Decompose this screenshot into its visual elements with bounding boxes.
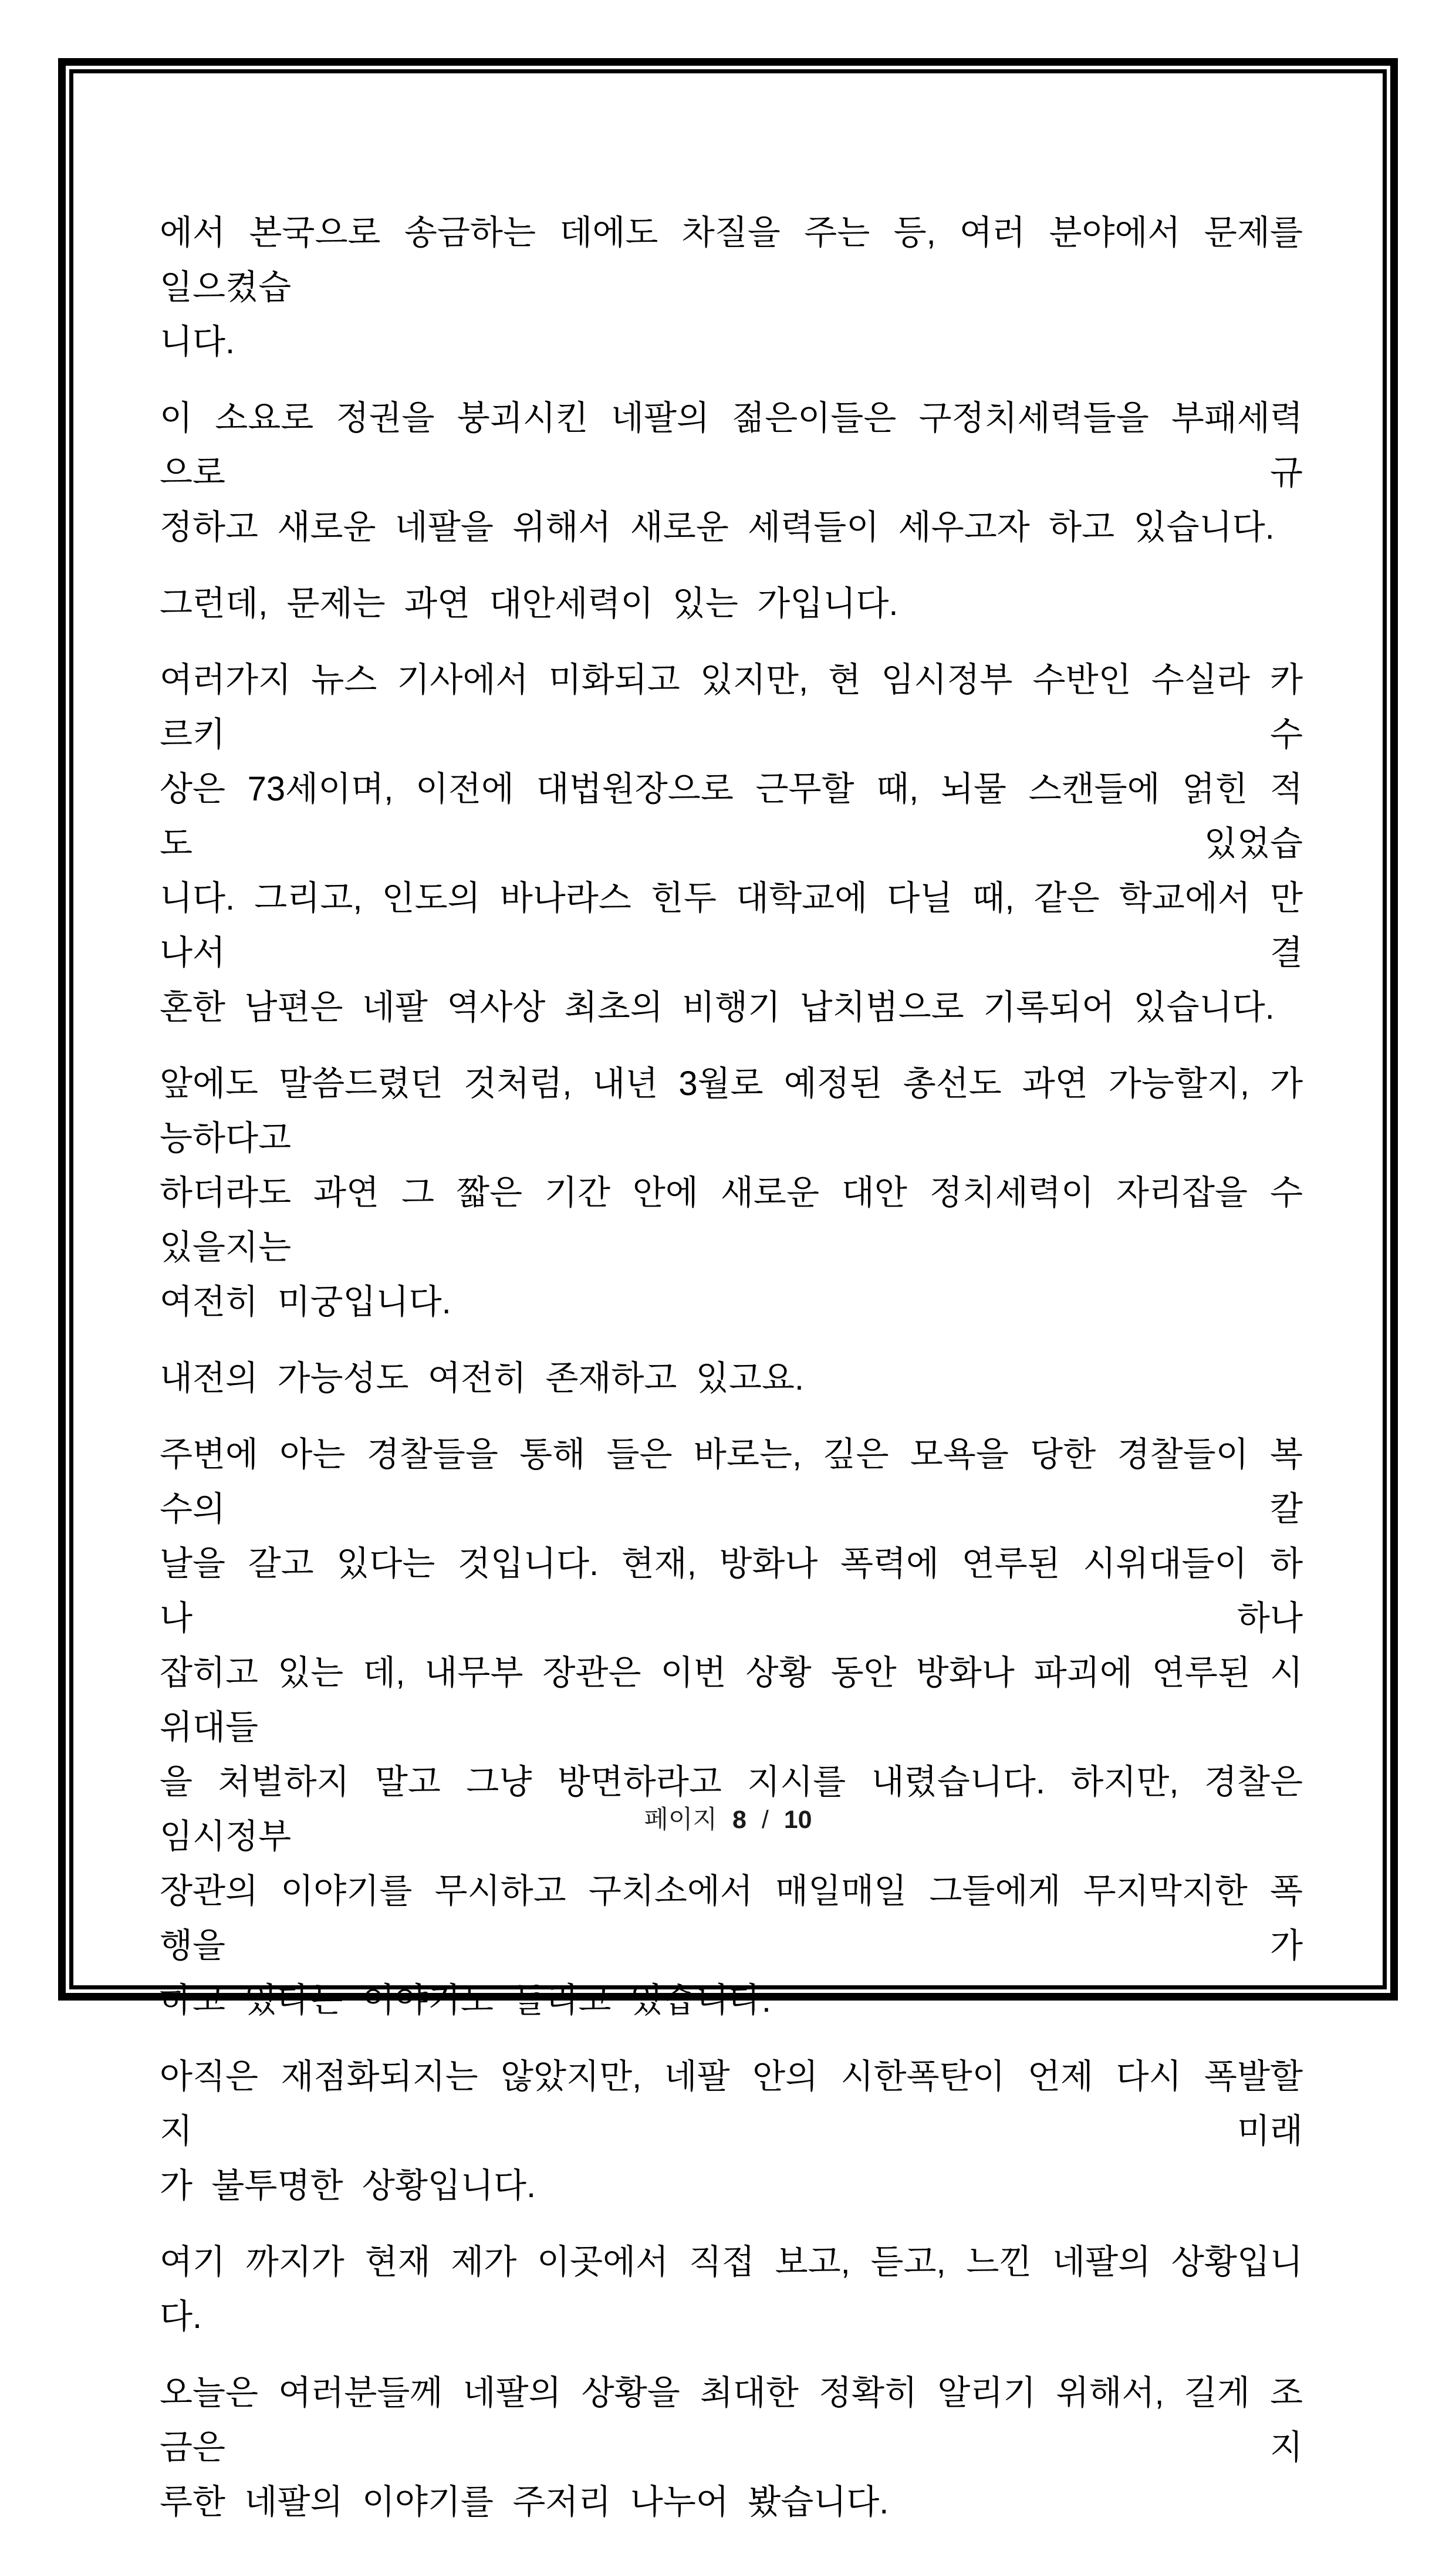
- paragraph: [160, 391, 1303, 555]
- footer-total-pages: 10: [783, 1806, 812, 1834]
- paragraph-line: 하더라도 과연 그 짧은 기간 안에 새로운 대안 정치세력이 자리잡을 수 있을지는: [160, 1174, 1303, 1266]
- paragraph-line: 내전의 가능성도 여전히 존재하고 있고요.: [160, 1359, 805, 1397]
- paragraph-line: 그런데, 문제는 과연 대안세력이 있는 가입니다.: [160, 584, 898, 623]
- footer-label: 페이지: [644, 1806, 718, 1834]
- paragraph-line: 이 소요로 정권을 붕괴시킨 네팔의 젊은이들은 구정치세력들을 부패세력으로 규: [160, 399, 1303, 492]
- paragraph: [160, 205, 1303, 369]
- paragraph-line: 니다. 그리고, 인도의 바나라스 힌두 대학교에 다닐 때, 같은 학교에서 만나서 결: [160, 879, 1303, 972]
- paragraph-line: 여기 까지가 현재 제가 이곳에서 직접 보고, 듣고, 느낀 네팔의 상황입니다.: [160, 2243, 1303, 2336]
- paragraph-line: 루한 네팔의 이야기를 주저리 나누어 봤습니다.: [160, 2483, 889, 2521]
- paragraph-line: 앞에도 말씀드렸던 것처럼, 내년 3월로 예정된 총선도 과연 가능할지, 가능하다고: [160, 1065, 1303, 1157]
- paragraph-line: 니다.: [160, 323, 235, 361]
- paragraph: [160, 2235, 1303, 2344]
- paragraph-line: 혼한 남편은 네팔 역사상 최초의 비행기 납치범으로 기록되어 있습니다.: [160, 988, 1275, 1026]
- paragraph-line: 잡히고 있는 데, 내무부 장관은 이번 상황 동안 방화나 파괴에 연루된 시위대들: [160, 1654, 1303, 1746]
- paragraph: [160, 576, 1303, 631]
- paragraph: [160, 1351, 1303, 1405]
- paragraph-line: 에서 본국으로 송금하는 데에도 차질을 주는 등, 여러 분야에서 문제를 일으켰습: [160, 214, 1303, 306]
- paragraph: [160, 2049, 1303, 2213]
- paragraph-line: 여러가지 뉴스 기사에서 미화되고 있지만, 현 임시정부 수반인 수실라 카르키 수: [160, 661, 1303, 754]
- paragraph-line: 아직은 재점화되지는 않았지만, 네팔 안의 시한폭탄이 언제 다시 폭발할지 미래: [160, 2057, 1303, 2150]
- paragraph-line: 장관의 이야기를 무시하고 구치소에서 매일매일 그들에게 무지막지한 폭행을 가: [160, 1872, 1303, 1965]
- paragraph-line: 정하고 새로운 네팔을 위해서 새로운 세력들이 세우고자 하고 있습니다.: [160, 508, 1275, 546]
- document-body: [160, 205, 1303, 2551]
- paragraph-line: 주변에 아는 경찰들을 통해 들은 바로는, 깊은 모욕을 당한 경찰들이 복수의 칼: [160, 1435, 1303, 1528]
- paragraph: [160, 1056, 1303, 1329]
- paragraph-line: 여전히 미궁입니다.: [160, 1283, 451, 1321]
- paragraph-line: 상은 73세이며, 이전에 대법원장으로 근무할 때, 뇌물 스캔들에 얽힌 적도 있었습: [160, 770, 1303, 863]
- paragraph: [160, 1427, 1303, 2028]
- page-footer: [0, 1805, 1456, 1835]
- paragraph-line: 날을 갈고 있다는 것입니다. 현재, 방화나 폭력에 연루된 시위대들이 하나 하나: [160, 1545, 1303, 1637]
- footer-separator: /: [761, 1806, 769, 1834]
- paragraph-line: 을 처벌하지 말고 그냥 방면하라고 지시를 내렸습니다. 하지만, 경찰은 임시정부: [160, 1763, 1303, 1856]
- paragraph: [160, 653, 1303, 1035]
- paragraph-line: 하고 있다는 이야기도 들리고 있습니다.: [160, 1981, 771, 2019]
- paragraph-line: 가 불투명한 상황입니다.: [160, 2167, 536, 2205]
- paragraph-line: 오늘은 여러분들께 네팔의 상황을 최대한 정확히 알리기 위해서, 길게 조금은 지: [160, 2374, 1303, 2466]
- paragraph: [160, 2366, 1303, 2529]
- footer-page-number: 8: [732, 1806, 746, 1834]
